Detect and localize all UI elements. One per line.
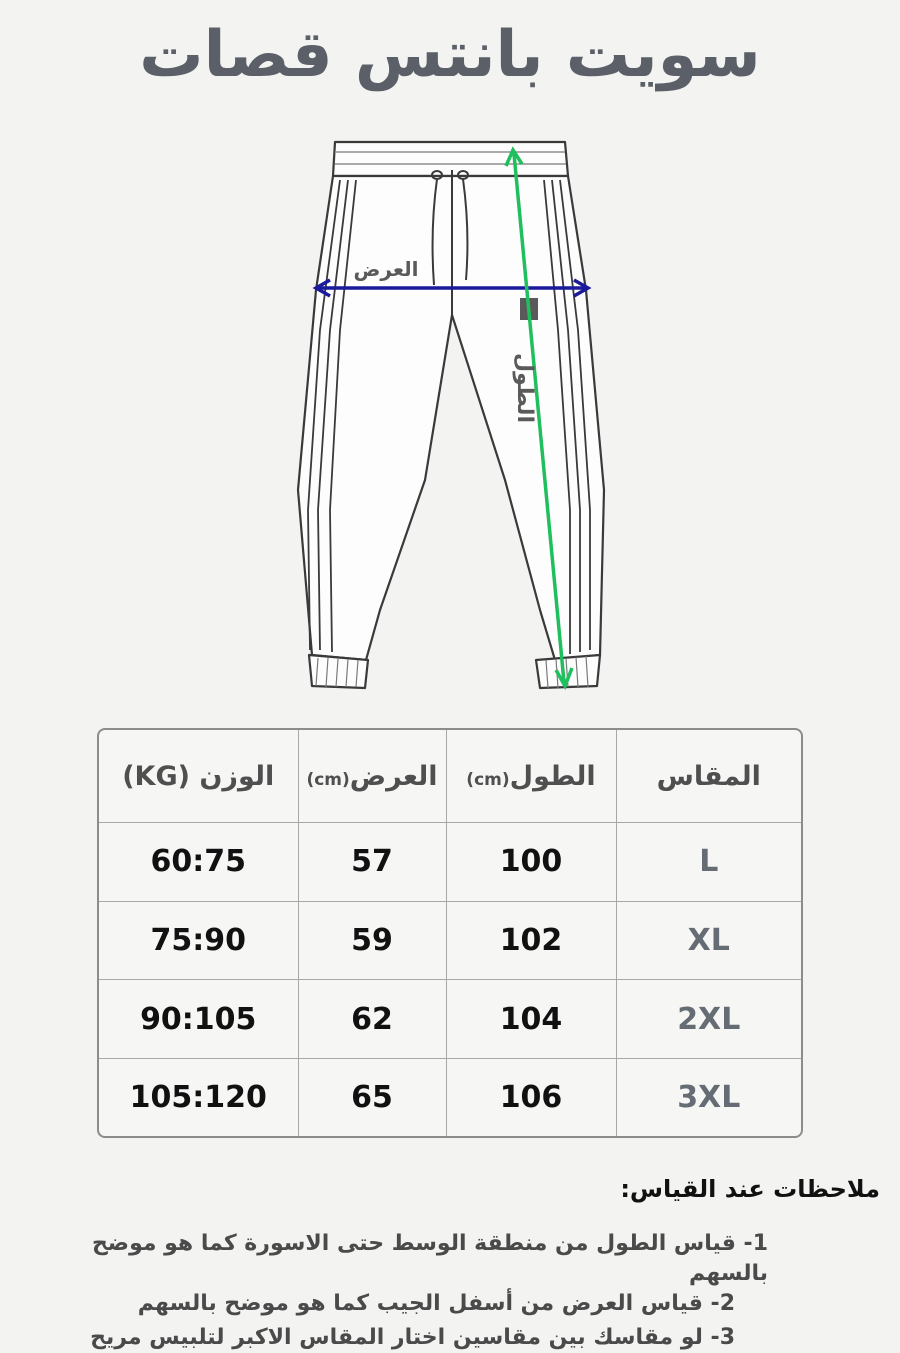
table-row xyxy=(99,901,801,980)
cell-width: 59 xyxy=(298,901,446,980)
cell-size: 3XL xyxy=(616,1058,801,1136)
note-item: 3- لو مقاسك بين مقاسين اختار المقاس الاكبر لتلبيس مريح xyxy=(90,1325,735,1350)
width-label: العرض xyxy=(353,257,419,281)
cell-weight: 75:90 xyxy=(99,901,298,980)
measurement-notes xyxy=(20,1175,880,1353)
cell-size: XL xyxy=(616,901,801,980)
table-row xyxy=(99,823,801,902)
size-table xyxy=(97,728,803,1138)
cell-weight: 105:120 xyxy=(99,1058,298,1136)
header-width: العرض(cm) xyxy=(298,730,446,823)
cell-size: L xyxy=(616,823,801,902)
header-weight: الوزن (KG) xyxy=(99,730,298,823)
table-header-row xyxy=(99,730,801,823)
header-length: الطول(cm) xyxy=(446,730,616,823)
cell-weight: 90:105 xyxy=(99,980,298,1059)
pants-diagram xyxy=(0,130,900,700)
note-item: 1- قياس الطول من منطقة الوسط حتى الاسورة كما هو موضح بالسهم xyxy=(91,1231,768,1286)
header-size: المقاس xyxy=(616,730,801,823)
page-title: سويت بانتس قصات xyxy=(139,18,761,92)
pants-illustration xyxy=(0,130,900,700)
cell-length: 106 xyxy=(446,1058,616,1136)
cell-size: 2XL xyxy=(616,980,801,1059)
cell-width: 57 xyxy=(298,823,446,902)
cell-weight: 60:75 xyxy=(99,823,298,902)
notes-title: ملاحظات عند القياس: xyxy=(620,1175,880,1203)
cell-length: 102 xyxy=(446,901,616,980)
table-row xyxy=(99,980,801,1059)
note-item: 2- قياس العرض من أسفل الجيب كما هو موضح بالسهم xyxy=(137,1291,735,1316)
length-label: الطول xyxy=(512,352,537,424)
cell-width: 62 xyxy=(298,980,446,1059)
waistband xyxy=(333,142,568,176)
cell-length: 100 xyxy=(446,823,616,902)
cell-length: 104 xyxy=(446,980,616,1059)
cell-width: 65 xyxy=(298,1058,446,1136)
table-row xyxy=(99,1058,801,1136)
